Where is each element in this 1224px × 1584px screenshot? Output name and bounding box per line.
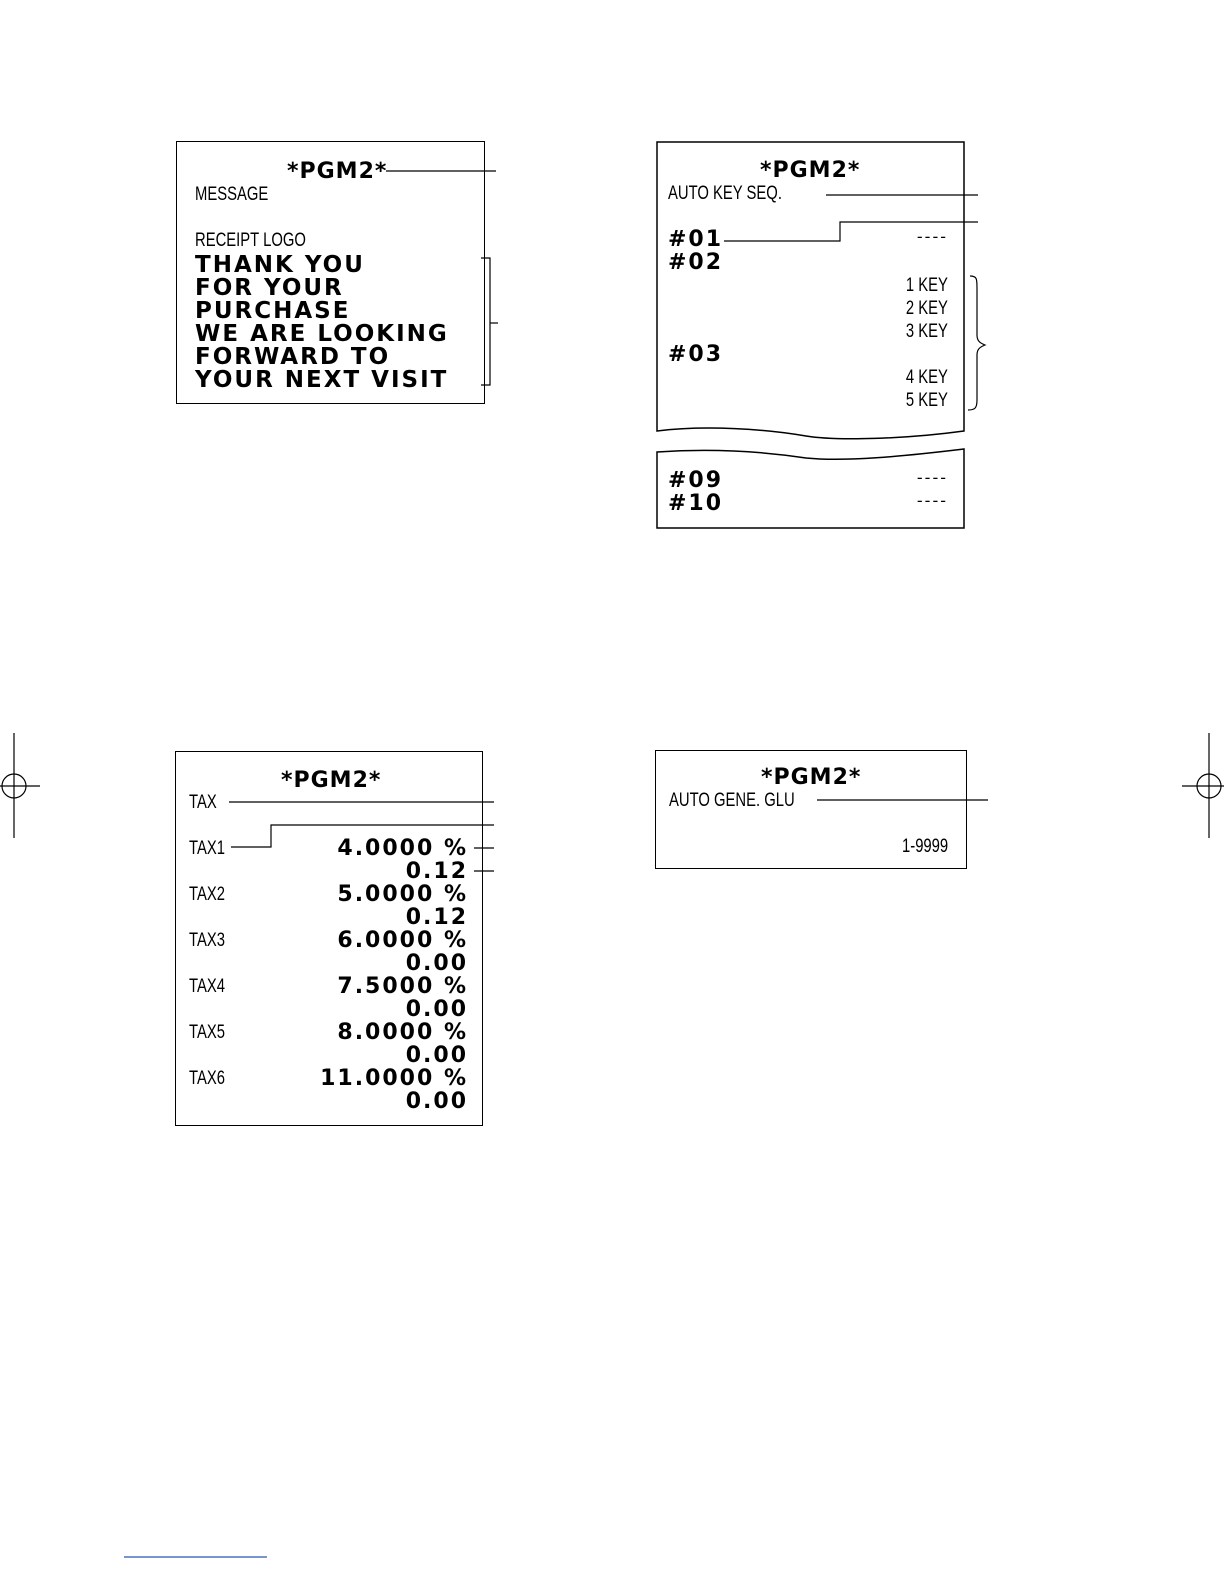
tax-name: TAX2: [189, 884, 225, 905]
tax-name: TAX1: [189, 838, 225, 859]
key-item: 4 KEY: [905, 367, 948, 388]
message-line: FOR YOUR: [195, 275, 344, 301]
tax-amount: 0.00: [405, 951, 468, 976]
key-item: 2 KEY: [905, 298, 948, 319]
receipt-title: MESSAGE: [195, 184, 269, 205]
tax-rate: 6.0000 %: [337, 928, 468, 953]
tax-name: TAX3: [189, 930, 225, 951]
message-line: PURCHASE: [195, 298, 351, 324]
message-line: FORWARD TO: [195, 344, 391, 370]
tax-amount: 0.00: [405, 1089, 468, 1114]
receipt-title: AUTO GENE. GLU: [669, 790, 795, 811]
leader-line: [724, 222, 978, 241]
key-item: 3 KEY: [905, 321, 948, 342]
leader-line: [231, 825, 494, 847]
curly-brace: [968, 276, 985, 410]
seq-id: #10: [668, 491, 724, 516]
tax-amount: 0.12: [405, 905, 468, 930]
bracket: [481, 258, 490, 385]
tax-amount: 0.00: [405, 997, 468, 1022]
message-line: THANK YOU: [195, 252, 365, 278]
seq-id: #09: [668, 468, 724, 493]
tax-name: TAX4: [189, 976, 225, 997]
receipt-header: *PGM2*: [287, 159, 388, 184]
seq-id: #01: [668, 227, 724, 252]
tax-name: TAX6: [189, 1068, 225, 1089]
key-item: 5 KEY: [905, 390, 948, 411]
tax-rate: 11.0000 %: [320, 1066, 468, 1091]
receipt-header: *PGM2*: [761, 765, 862, 790]
tax-amount: 0.12: [405, 859, 468, 884]
key-item: 1 KEY: [905, 275, 948, 296]
tax-rate: 7.5000 %: [337, 974, 468, 999]
message-line: WE ARE LOOKING: [195, 321, 449, 347]
glu-range: 1-9999: [901, 836, 948, 857]
seq-id: #03: [668, 342, 724, 367]
receipt-logo-label: RECEIPT LOGO: [195, 230, 306, 251]
tax-amount: 0.00: [405, 1043, 468, 1068]
receipt-header: *PGM2*: [281, 768, 382, 793]
receipt-header: *PGM2*: [760, 158, 861, 183]
message-line: YOUR NEXT VISIT: [195, 367, 449, 393]
tax-rate: 5.0000 %: [337, 882, 468, 907]
seq-value: ----: [916, 227, 948, 246]
tax-name: TAX5: [189, 1022, 225, 1043]
tax-rate: 4.0000 %: [337, 836, 468, 861]
tax-rate: 8.0000 %: [337, 1020, 468, 1045]
seq-id: #02: [668, 250, 724, 275]
receipt-title: AUTO KEY SEQ.: [668, 183, 782, 204]
seq-value: ----: [916, 468, 948, 487]
receipt-title: TAX: [189, 792, 217, 813]
seq-value: ----: [916, 491, 948, 510]
